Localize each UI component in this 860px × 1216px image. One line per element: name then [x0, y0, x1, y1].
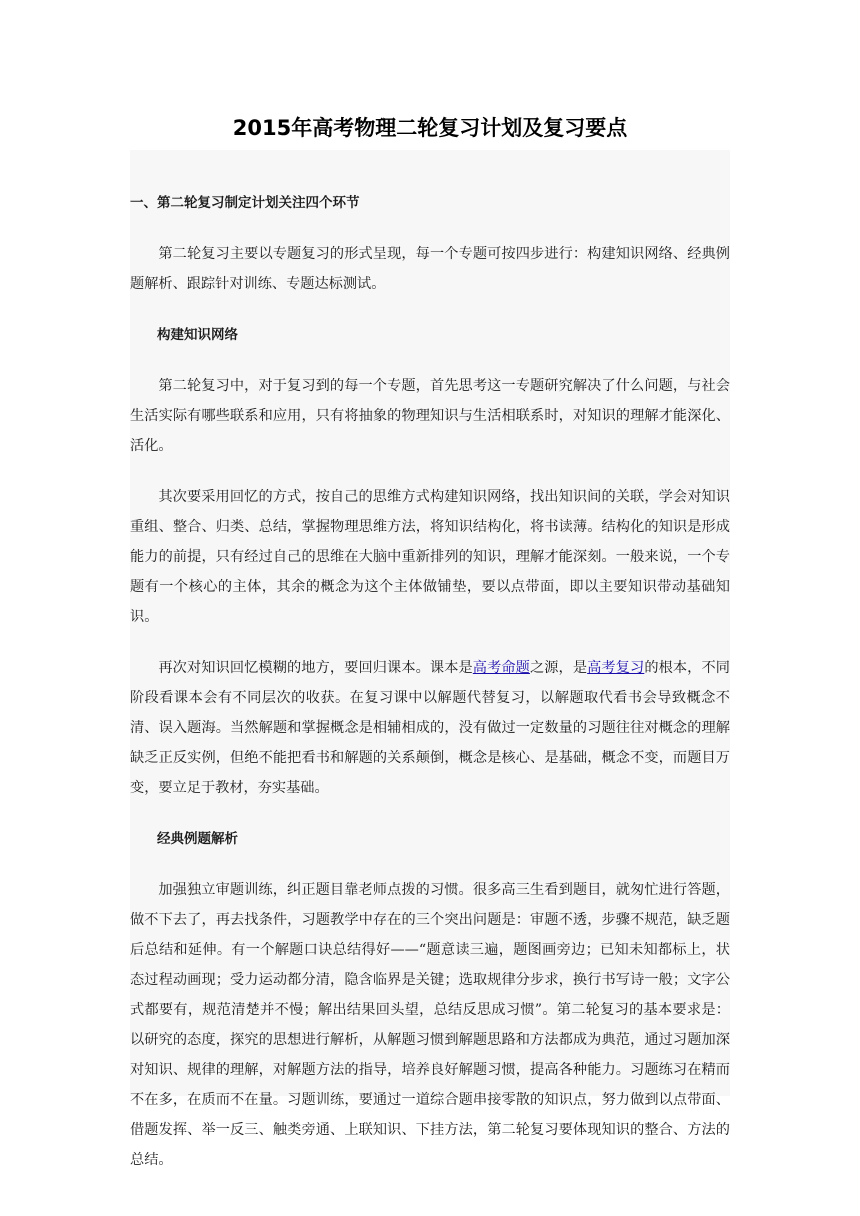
- page-title: 2015年高考物理二轮复习计划及复习要点: [232, 116, 628, 140]
- article-body: [130, 150, 730, 1168]
- link-gaokao-fuxi[interactable]: 高考复习: [587, 660, 645, 676]
- knowledge-paragraph-1: 第二轮复习中，对于复习到的每一个专题，首先思考这一专题研究解决了什么问题，与社会生活实际有哪些联系和应用，只有将抽象的物理知识与生活相联系时，对知识的理解才能深化、活化。: [130, 378, 730, 454]
- section-heading: 一、第二轮复习制定计划关注四个环节: [130, 195, 360, 211]
- knowledge-paragraph-3: [130, 653, 730, 803]
- examples-paragraph-1: 加强独立审题训练，纠正题目靠老师点拨的习惯。很多高三生看到题目，就匆忙进行答题，做不下去了，再去找条件，习题教学中存在的三个突出问题是：审题不透，步骤不规范，缺乏题后总结和延伸。有一个解题口诀总结得好——“题意读三遍，题图画旁边；已知未知都标上，状态过程动画现；受力运动都分清，隐含临界是关键；选取规律分步求，换行书写诗一般；文字公式都要有，规范清楚并不慢；解出结果回头望，总结反思成习惯”。第二轮复习的基本要求是：以研究的态度，探究的思想进行解析，从解题习惯到解题思路和方法都成为典范，通过习题加深对知识、规律的理解，对解题方法的指导，培养良好解题习惯，提高各种能力。习题练习在精而不在多，在质而不在量。习题训练，要通过一道综合题串接零散的知识点，努力做到以点带面、借题发挥、举一反三、触类旁通、上联知识、下挂方法，第二轮复习要体现知识的整合、方法的总结。: [130, 882, 730, 1168]
- paragraph-text: 再次对知识回忆模糊的地方，要回归课本。课本是: [158, 660, 473, 676]
- paragraph-text: 的根本，不同阶段看课本会有不同层次的收获。在复习课中以解题代替复习，以解题取代看书会导致概念不清、误入题海。当然解题和掌握概念是相辅相成的，没有做过一定数量的习题往往对概念的理解缺乏正反实例，但绝不能把看书和解题的关系颠倒，概念是核心、是基础，概念不变，而题目万变，要立足于教材，夯实基础。: [130, 660, 730, 796]
- subheading-classic-examples: 经典例题解析: [157, 831, 238, 847]
- intro-paragraph: 第二轮复习主要以专题复习的形式呈现，每一个专题可按四步进行：构建知识网络、经典例题解析、跟踪针对训练、专题达标测试。: [130, 246, 730, 292]
- knowledge-paragraph-2: 其次要采用回忆的方式，按自己的思维方式构建知识网络，找出知识间的关联，学会对知识重组、整合、归类、总结，掌握物理思维方法，将知识结构化，将书读薄。结构化的知识是形成能力的前提，只有经过自己的思维在大脑中重新排列的知识，理解才能深刻。一般来说，一个专题有一个核心的主体，其余的概念为这个主体做铺垫，要以点带面，即以主要知识带动基础知识。: [130, 489, 730, 625]
- link-gaokao-mingti[interactable]: 高考命题: [472, 660, 530, 676]
- subheading-knowledge-network: 构建知识网络: [157, 327, 238, 343]
- paragraph-text: 之源，是: [529, 660, 588, 676]
